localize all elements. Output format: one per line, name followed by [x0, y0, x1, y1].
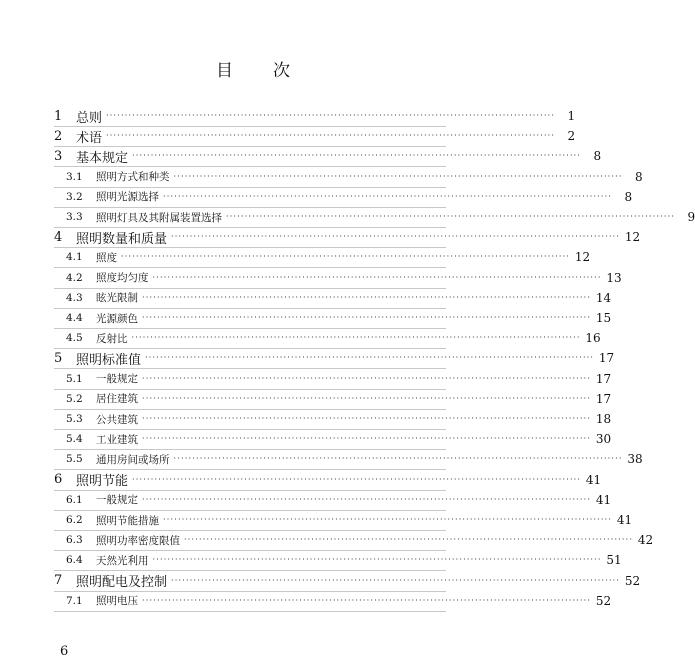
toc-entry-label: 基本规定	[76, 150, 129, 166]
toc-entry-label: 照度均匀度	[96, 272, 149, 285]
toc-entry-number: 6.2	[66, 514, 83, 526]
toc-entry-page: 2	[567, 129, 576, 144]
toc-entry[interactable]	[54, 429, 612, 450]
toc-entry[interactable]	[54, 449, 643, 470]
toc-entry-page: 41	[585, 472, 602, 487]
toc-entry-number: 4.1	[66, 251, 83, 264]
toc-dot-leader: ························································································································	[226, 212, 676, 221]
toc-dot-leader: ························································································································	[171, 232, 621, 242]
toc-dot-leader: ························································································································	[106, 131, 556, 141]
toc-entry-number: 7.1	[66, 594, 83, 607]
title-char-1: 目	[216, 61, 233, 81]
toc-entry-page: 13	[606, 270, 622, 285]
toc-entry-number: 5.4	[66, 433, 83, 446]
toc-entry-number: 4.5	[66, 332, 83, 345]
toc-dot-leader: ························································································································	[142, 434, 592, 444]
toc-entry-page: 17	[598, 351, 615, 366]
toc-dot-leader: ························································································································	[142, 292, 592, 302]
toc-entry[interactable]	[54, 490, 612, 511]
toc-entry-number: 1	[54, 108, 63, 124]
toc-entry[interactable]	[54, 550, 622, 571]
toc-entry-page: 52	[624, 573, 641, 588]
toc-entry-number: 3.3	[66, 211, 83, 223]
toc-entry-page: 12	[624, 230, 641, 245]
toc-dot-leader: ························································································································	[184, 535, 634, 545]
toc-entry[interactable]	[54, 106, 576, 127]
toc-dot-leader: ························································································································	[163, 515, 613, 524]
toc-entry[interactable]	[54, 409, 612, 430]
toc-entry-number: 3	[54, 148, 63, 164]
toc-entry-label: 照明节能	[76, 474, 129, 490]
toc-entry-number: 6.3	[66, 534, 83, 547]
toc-dot-leader: ························································································································	[131, 333, 581, 343]
toc-entry-page: 17	[595, 391, 612, 406]
toc-entry-label: 照明标准值	[76, 352, 142, 368]
toc-entry[interactable]	[54, 591, 612, 612]
toc-entry-label: 一般规定	[96, 494, 138, 507]
toc-entry-label: 照明数量和质量	[76, 231, 168, 247]
toc-entry[interactable]	[54, 187, 633, 208]
toc-dot-leader: ························································································································	[132, 474, 582, 484]
toc-dot-leader: ························································································································	[106, 111, 556, 120]
toc-entry-page: 8	[624, 189, 633, 204]
toc-entry-label: 照明配电及控制	[76, 575, 168, 591]
toc-entry-label: 术语	[76, 130, 103, 146]
toc-entry-number: 5.3	[66, 413, 83, 425]
toc-dot-leader: ························································································································	[152, 272, 602, 282]
toc-entry-label: 反射比	[96, 332, 128, 345]
toc-dot-leader: ························································································································	[145, 353, 595, 363]
toc-entry-number: 3.2	[66, 190, 83, 203]
toc-entry[interactable]	[54, 308, 612, 329]
toc-entry-page: 18	[595, 412, 612, 426]
toc-entry-number: 6	[54, 472, 63, 488]
toc-entry-page: 8	[635, 169, 643, 184]
toc-dot-leader: ························································································································	[132, 151, 582, 161]
toc-entry-label: 一般规定	[96, 373, 138, 386]
toc-entry[interactable]	[54, 470, 602, 491]
toc-entry-label: 工业建筑	[96, 433, 138, 446]
toc-entry-label: 天然光利用	[96, 554, 149, 567]
toc-dot-leader: ························································································································	[142, 373, 592, 383]
toc-entry-page: 14	[595, 290, 612, 305]
toc-entry[interactable]	[54, 530, 654, 551]
toc-entry-label: 照度	[96, 251, 117, 264]
toc-dot-leader: ························································································································	[142, 595, 592, 605]
toc-dot-leader: ························································································································	[142, 393, 592, 403]
toc-entry-page: 52	[595, 593, 612, 608]
toc-entry-page: 1	[567, 109, 576, 123]
toc-entry[interactable]	[54, 369, 612, 390]
toc-entry-number: 4.4	[66, 312, 83, 324]
toc-entry-page: 42	[637, 533, 654, 548]
toc-entry-page: 30	[595, 432, 612, 447]
toc-entry-number: 6.4	[66, 554, 83, 567]
toc-entry[interactable]	[54, 389, 612, 410]
toc-entry[interactable]	[54, 167, 643, 188]
toc-entry-number: 3.1	[66, 170, 83, 183]
toc-entry-page: 41	[616, 513, 633, 527]
toc-entry-number: 4.3	[66, 291, 83, 304]
toc-dot-leader: ························································································································	[152, 555, 602, 565]
toc-entry-label: 照明光源选择	[96, 191, 159, 204]
toc-entry-label: 眩光限制	[96, 292, 138, 305]
toc-entry-page: 16	[585, 331, 601, 346]
toc-entry[interactable]	[54, 510, 633, 531]
toc-dot-leader: ························································································································	[163, 191, 613, 201]
toc-entry-number: 7	[54, 573, 63, 589]
toc-entry-page: 9	[687, 210, 695, 224]
toc-entry-label: 总则	[76, 110, 103, 126]
toc-entry-label: 照明功率密度限值	[96, 534, 180, 547]
toc-entry[interactable]	[54, 268, 622, 289]
toc-entry[interactable]	[54, 126, 576, 147]
toc-entry-number: 5.5	[66, 453, 83, 466]
toc-entry-page: 8	[593, 149, 602, 164]
toc-entry-number: 2	[54, 128, 63, 144]
toc-entry-page: 51	[606, 553, 622, 568]
toc-entry[interactable]	[54, 571, 641, 592]
toc-entry[interactable]	[54, 227, 641, 248]
toc-entry-label: 居住建筑	[96, 393, 138, 406]
page-title	[0, 56, 506, 81]
toc-dot-leader: ························································································································	[121, 252, 571, 262]
toc-entry-number: 6.1	[66, 493, 83, 506]
toc-entry-label: 照明电压	[96, 595, 138, 608]
toc-dot-leader: ························································································································	[142, 494, 592, 504]
toc-entry-number: 4	[54, 229, 63, 245]
toc-entry-page: 15	[595, 311, 612, 325]
toc-entry[interactable]	[54, 328, 601, 349]
toc-entry-page: 41	[595, 492, 612, 507]
toc-entry-page: 17	[595, 371, 612, 386]
toc-entry-number: 5.1	[66, 372, 83, 385]
toc-entry-number: 4.2	[66, 271, 83, 284]
toc-entry-label: 光源颜色	[96, 312, 138, 325]
page-number: 6	[60, 644, 69, 659]
toc-entry-page: 38	[627, 452, 643, 467]
toc-entry[interactable]	[54, 146, 602, 167]
toc-entry-label: 通用房间或场所	[96, 453, 170, 466]
toc-entry-number: 5.2	[66, 392, 83, 405]
toc-dot-leader: ························································································································	[171, 575, 621, 585]
toc-entry[interactable]	[54, 288, 612, 309]
toc-entry[interactable]	[54, 207, 695, 228]
toc-dot-leader: ························································································································	[142, 414, 592, 423]
toc-entry-label: 照明方式和种类	[96, 171, 170, 184]
toc-entry[interactable]	[54, 348, 615, 369]
toc-entry-number: 5	[54, 350, 63, 366]
toc-entry-page: 12	[574, 250, 591, 265]
toc-entry-label: 照明灯具及其附属装置选择	[96, 211, 222, 224]
toc-entry-label: 照明节能措施	[96, 514, 159, 527]
toc-dot-leader: ························································································································	[173, 171, 623, 181]
title-char-2: 次	[273, 61, 290, 81]
toc-dot-leader: ························································································································	[142, 313, 592, 322]
toc-entry-label: 公共建筑	[96, 413, 138, 426]
toc-entry[interactable]	[54, 247, 591, 268]
toc-dot-leader: ························································································································	[173, 454, 623, 464]
